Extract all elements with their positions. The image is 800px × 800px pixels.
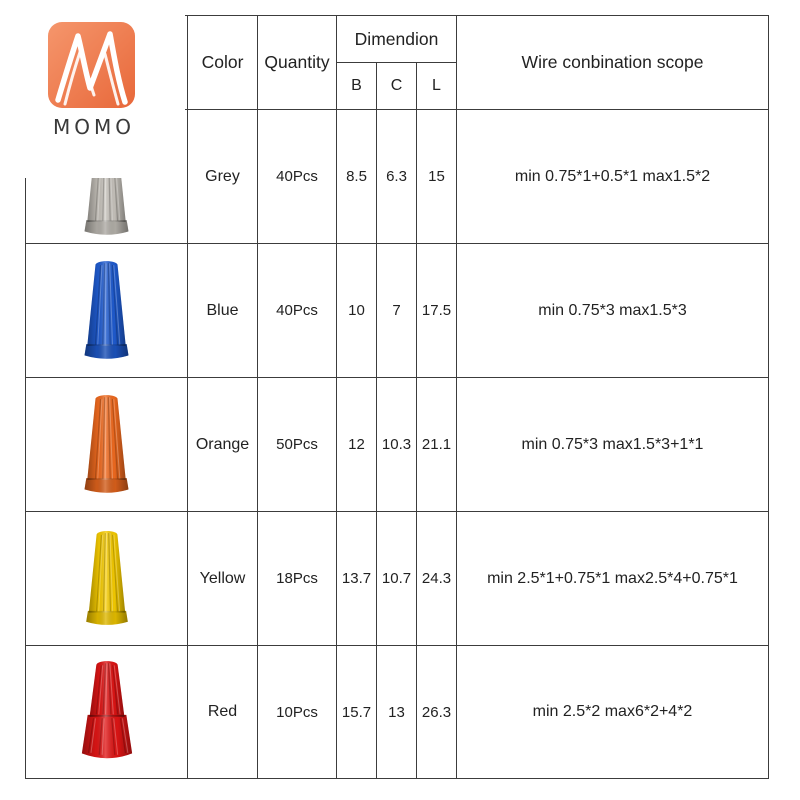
dimension-c-cell: 7 [377,244,417,378]
wire-scope-cell: min 0.75*1+0.5*1 max1.5*2 [457,110,769,244]
quantity-cell: 18Pcs [258,512,337,646]
dimension-b-cell: 8.5 [337,110,377,244]
dimension-b-cell: 12 [337,378,377,512]
dimension-c-cell: 10.7 [377,512,417,646]
color-cell: Blue [188,244,258,378]
product-image-cell [26,646,188,779]
header-color: Color [188,16,258,110]
brand-name: MOMO [53,115,135,139]
wire-scope-cell: min 2.5*1+0.75*1 max2.5*4+0.75*1 [457,512,769,646]
dimension-c-cell: 10.3 [377,378,417,512]
momo-logo-icon [48,22,135,108]
dimension-c-cell: 6.3 [377,110,417,244]
dimension-l-cell: 15 [417,110,457,244]
wire-scope-cell: min 2.5*2 max6*2+4*2 [457,646,769,779]
quantity-cell: 40Pcs [258,244,337,378]
dimension-l-cell: 17.5 [417,244,457,378]
color-cell: Grey [188,110,258,244]
wire-scope-cell: min 0.75*3 max1.5*3 [457,244,769,378]
dimension-b-cell: 15.7 [337,646,377,779]
dimension-b-cell: 10 [337,244,377,378]
color-cell: Yellow [188,512,258,646]
blue-wire-connector-image [79,259,134,363]
quantity-cell: 40Pcs [258,110,337,244]
wire-scope-cell: min 0.75*3 max1.5*3+1*1 [457,378,769,512]
table-row [26,244,769,378]
orange-wire-connector-image [79,393,134,497]
table-row [26,512,769,646]
color-cell: Orange [188,378,258,512]
dimension-l-cell: 26.3 [417,646,457,779]
dimension-c-cell: 13 [377,646,417,779]
dimension-b-cell: 13.7 [337,512,377,646]
header-l: L [417,63,457,110]
yellow-wire-connector-image [81,529,133,629]
product-image-cell [26,244,188,378]
dimension-l-cell: 21.1 [417,378,457,512]
table-row [26,646,769,779]
quantity-cell: 10Pcs [258,646,337,779]
header-quantity: Quantity [258,16,337,110]
quantity-cell: 50Pcs [258,378,337,512]
product-image-cell [26,512,188,646]
color-cell: Red [188,646,258,779]
header-c: C [377,63,417,110]
header-dimension: Dimendion [337,16,457,63]
product-image-cell [26,378,188,512]
brand-logo [0,0,185,178]
table-row [26,378,769,512]
red-wire-connector-image [78,659,136,765]
header-b: B [337,63,377,110]
dimension-l-cell: 24.3 [417,512,457,646]
header-wire-scope: Wire conbination scope [457,16,769,110]
